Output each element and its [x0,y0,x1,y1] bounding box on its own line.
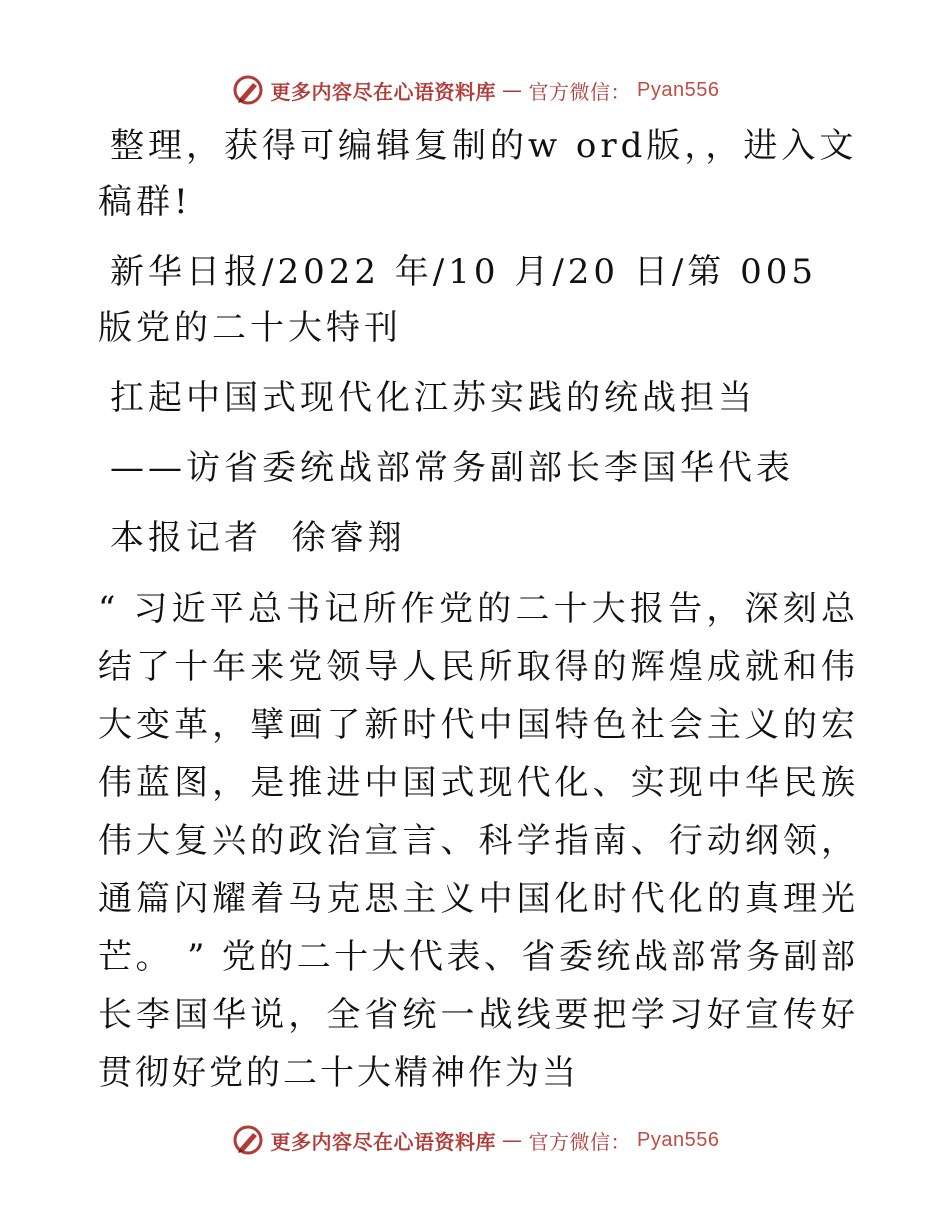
pen-logo-icon [231,1123,265,1157]
article-body: “ 习近平总书记所作党的二十大报告，深刻总结了十年来党领导人民所取得的辉煌成就和伟大变革，擘画了新时代中国特色社会主义的宏伟蓝图，是推进中国式现代化、实现中华民族伟大复兴的政治宣言、科学指南、行动纲领，通篇闪耀着马克思主义中国化时代化的真理光芒。 ” 党的二十大代表、省委统战部常务副部长李国华说，全省统一战线要把学习好宣传好贯彻好党的二十大精神作为当 [98,589,858,1093]
watermark-dash: — [502,1128,523,1152]
article-title: 扛起中国式现代化江苏实践的统战担当 [110,378,756,418]
watermark-header [0,70,950,110]
watermark-main-text: 更多内容尽在心语资料库 [270,79,497,104]
article-content [98,118,858,1102]
article-byline: 本报记者 徐睿翔 [110,518,406,558]
pen-logo-icon [231,73,265,107]
watermark-main-text: 更多内容尽在心语资料库 [270,1129,497,1154]
watermark-wechat-id: Pyan556 [637,1128,720,1151]
article-subtitle: ——访省委统战部常务副部长李国华代表 [110,448,794,488]
watermark-label: 官方微信： [528,1129,632,1154]
watermark-dash: — [502,78,523,102]
watermark-wechat-id: Pyan556 [637,78,720,101]
intro-paragraph: 整理，获得可编辑复制的w ord版，，进入文稿群! [98,126,858,222]
watermark-label: 官方微信： [528,79,632,104]
publication-meta: 新华日报/2022 年/10 月/20 日/第 005 版党的二十大特刊 [98,252,818,348]
watermark-footer [0,1120,950,1160]
